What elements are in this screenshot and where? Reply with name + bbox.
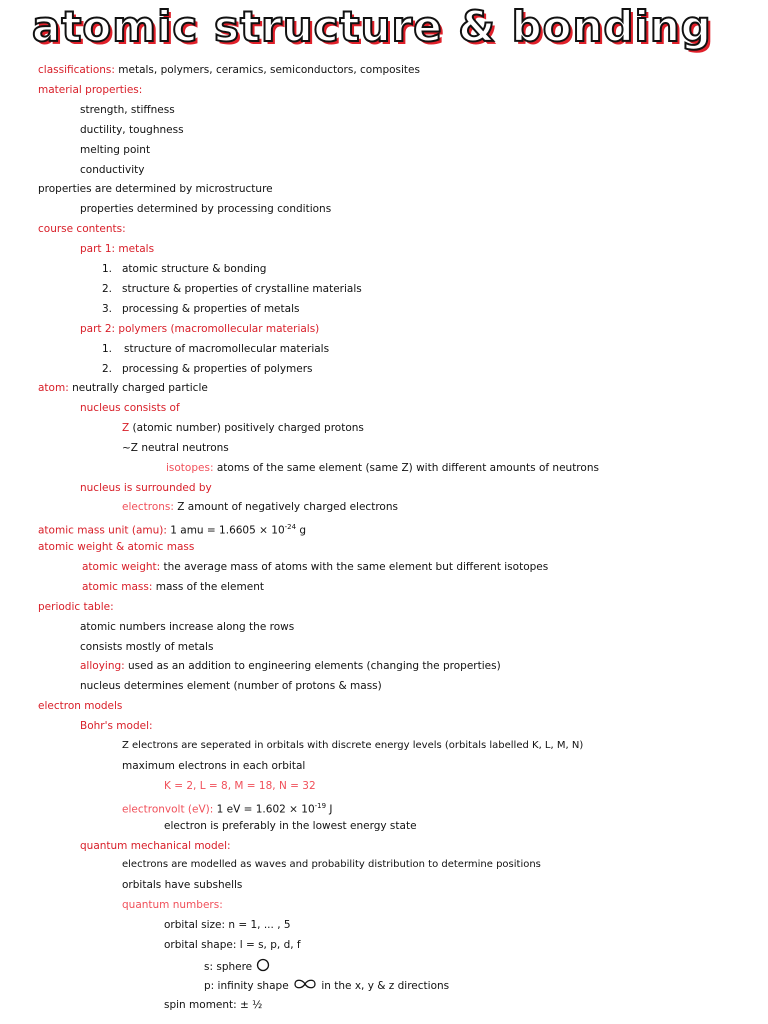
amu-exponent: -24 <box>284 523 297 531</box>
part1-heading: part 1: metals <box>80 243 155 255</box>
microstructure-line: properties are determined by microstructure <box>38 183 273 195</box>
amu-value: 1 amu = 1.6605 × 10 <box>166 524 285 537</box>
list-item: structure of macromollecular materials <box>124 343 330 355</box>
atomic-weight-value: the average mass of atoms with the same element but different isotopes <box>160 561 549 573</box>
electrons-line <box>122 500 398 514</box>
z-label: Z <box>122 422 130 434</box>
isotopes-line <box>166 461 599 475</box>
isotopes-value: atoms of the same element (same Z) with different amounts of neutrons <box>213 462 599 474</box>
list-item: conductivity <box>80 164 145 176</box>
list-number: 1. <box>102 343 113 355</box>
infinity-icon <box>292 978 318 994</box>
atomic-mass-value: mass of the element <box>152 581 264 593</box>
list-item: melting point <box>80 144 151 156</box>
isotopes-label: isotopes: <box>166 462 214 474</box>
list-item: consists mostly of metals <box>80 641 214 653</box>
orbital-size-line: orbital size: n = 1, ... , 5 <box>164 919 291 931</box>
list-number: 3. <box>102 303 113 315</box>
electronvolt-value: 1 eV = 1.602 × 10 <box>213 803 315 816</box>
atomic-weight-line <box>82 560 548 574</box>
atomic-mass-label: atomic mass: <box>82 581 153 593</box>
orbital-capacities: K = 2, L = 8, M = 18, N = 32 <box>164 780 316 792</box>
neutrons-line: ~Z neutral neutrons <box>122 442 229 454</box>
atomic-weight-mass-heading: atomic weight & atomic mass <box>38 541 195 553</box>
part2-heading: part 2: polymers (macromollecular materials) <box>80 323 320 335</box>
orbital-shape-line: orbital shape: l = s, p, d, f <box>164 939 301 951</box>
electronvolt-exponent: -19 <box>314 802 327 810</box>
course-contents-heading: course contents: <box>38 223 126 235</box>
list-item: processing & properties of polymers <box>122 363 313 375</box>
electronvolt-label: electronvolt (eV): <box>122 803 214 816</box>
list-item: strength, stiffness <box>80 104 175 116</box>
p-shape-label: p: infinity shape <box>204 980 289 992</box>
s-shape-label: s: sphere <box>204 961 253 973</box>
atom-line <box>38 381 208 395</box>
list-number: 1. <box>102 263 113 275</box>
p-shape-directions: in the x, y & z directions <box>321 980 450 992</box>
circle-icon <box>256 958 270 976</box>
processing-conditions-line: properties determined by processing conditions <box>80 203 332 215</box>
protons-value: (atomic number) positively charged protons <box>129 422 364 434</box>
list-number: 2. <box>102 283 113 295</box>
classifications-label: classifications: <box>38 64 115 76</box>
alloying-value: used as an addition to engineering elements (changing the properties) <box>124 660 501 672</box>
list-number: 2. <box>102 363 113 375</box>
spin-moment-line: spin moment: ± ½ <box>164 999 263 1011</box>
amu-label: atomic mass unit (amu): <box>38 524 167 537</box>
classifications-value: metals, polymers, ceramics, semiconductors, composites <box>114 64 420 76</box>
classifications-line <box>38 63 420 77</box>
quantum-numbers-heading: quantum numbers: <box>122 899 223 911</box>
electrons-value: Z amount of negatively charged electrons <box>173 501 398 513</box>
list-item: structure & properties of crystalline materials <box>122 283 362 295</box>
electron-models-heading: electron models <box>38 700 123 712</box>
atomic-mass-line <box>82 580 264 594</box>
protons-line <box>122 421 364 435</box>
electrons-label: electrons: <box>122 501 174 513</box>
atomic-weight-label: atomic weight: <box>82 561 161 573</box>
list-item: maximum electrons in each orbital <box>122 760 306 772</box>
list-item: atomic structure & bonding <box>122 263 267 275</box>
periodic-table-heading: periodic table: <box>38 601 114 613</box>
list-item: atomic numbers increase along the rows <box>80 621 295 633</box>
atom-value: neutrally charged particle <box>68 382 208 394</box>
atom-label: atom: <box>38 382 69 394</box>
list-item: electron is preferably in the lowest energy state <box>164 820 417 832</box>
alloying-line <box>80 659 501 673</box>
p-shape-line <box>204 978 449 994</box>
material-properties-heading: material properties: <box>38 84 143 96</box>
amu-unit: g <box>296 524 307 537</box>
nucleus-consists-heading: nucleus consists of <box>80 402 180 414</box>
alloying-label: alloying: <box>80 660 125 672</box>
s-shape-line <box>204 958 270 976</box>
page-title: atomic structure & bonding <box>32 2 712 51</box>
amu-line <box>38 520 306 538</box>
quantum-model-heading: quantum mechanical model: <box>80 840 231 852</box>
list-item: orbitals have subshells <box>122 879 243 891</box>
list-item: ductility, toughness <box>80 124 184 136</box>
nucleus-surrounded-heading: nucleus is surrounded by <box>80 482 212 494</box>
list-item: processing & properties of metals <box>122 303 300 315</box>
list-item: nucleus determines element (number of protons & mass) <box>80 680 382 692</box>
list-item: Z electrons are seperated in orbitals with discrete energy levels (orbitals labelled K, L, M, N) <box>122 740 584 751</box>
electronvolt-line <box>122 799 333 817</box>
electronvolt-unit: J <box>326 803 333 816</box>
list-item: electrons are modelled as waves and probability distribution to determine positions <box>122 859 541 870</box>
bohr-heading: Bohr's model: <box>80 720 153 732</box>
